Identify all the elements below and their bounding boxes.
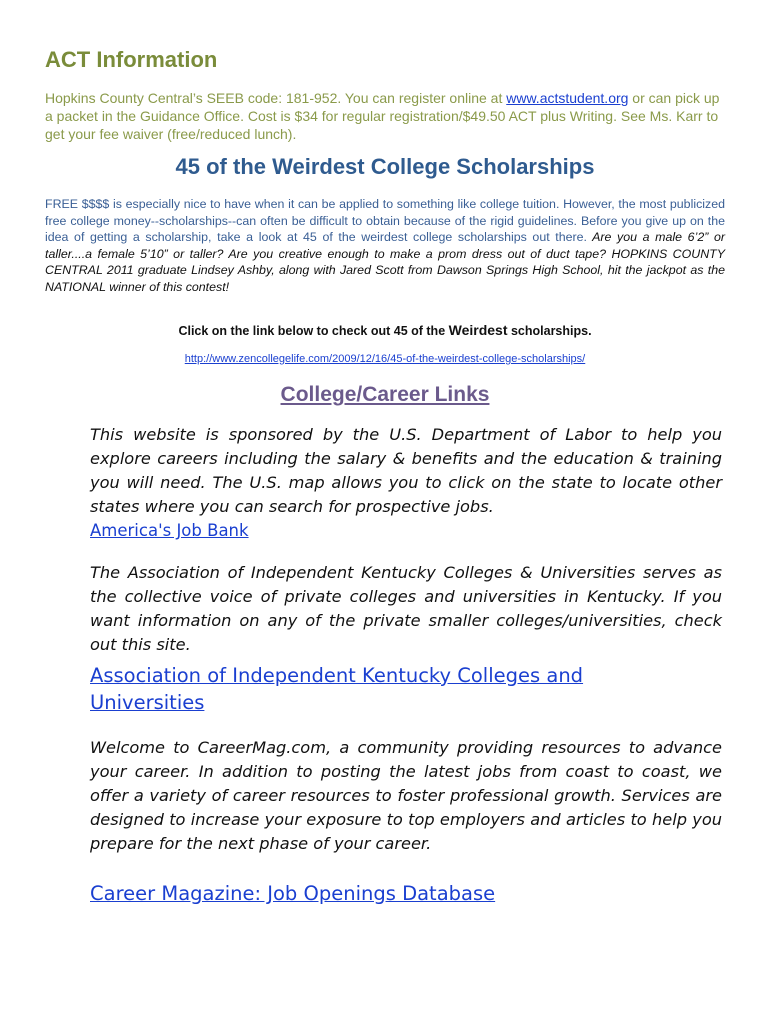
click-text-weirdest: Weirdest	[448, 322, 508, 338]
aikcu-link[interactable]: Association of Independent Kentucky Colleges and Universities	[90, 664, 584, 714]
weirdest-text-italic: Are you a male 6’2” or taller....a female 5’10” or taller? Are you creative enough to make a prom dress out of duct tape? HOPKINS COUNTY CENTRAL 2011 graduate Lindsey Ashby, along with Jared Scott from Dawson Springs High School, hit the jackpot as the NATIONAL winner of this contest!	[45, 230, 725, 294]
careermag-description: Welcome to CareerMag.com, a community providing resources to advance your career. In addition to posting the latest jobs from coast to coast, we offer a variety of career resources to foster professional growth. Services are designed to increase your exposure to top employers and articles to help you prepare for the next phase of your career.	[90, 738, 722, 853]
weirdest-text-plain: FREE $$$$ is especially nice to have when it can be applied to something like college tuition. However, the most publicized free college money--scholarships--can often be difficult to obtain because of the rigid guidelines. Before you give up on the idea of getting a scholarship, take a look at 45 of the weirdest college scholarships out there.	[45, 197, 725, 244]
aikcu-description: The Association of Independent Kentucky Colleges & Universities serves as the collective voice of private colleges and universities in Kentucky. If you want information on any of the private smaller colleges/universities, check out this site.	[90, 563, 722, 654]
click-text-pre: Click on the link below to check out 45 of the	[178, 324, 449, 338]
click-instruction	[45, 322, 725, 338]
career-magazine-link[interactable]: Career Magazine: Job Openings Database	[90, 882, 496, 905]
job-bank-description: This website is sponsored by the U.S. Department of Labor to help you explore careers including the salary & benefits and the education & training you will need. The U.S. map allows you to click on the state to locate other states where you can search for prospective jobs.	[90, 425, 722, 516]
weirdest-scholarships-text	[45, 196, 725, 295]
college-career-links-heading: College/Career Links	[280, 383, 490, 406]
act-text-part2: or can pick up a packet in the Guidance Office. Cost is $34 for regular registration/$49.50 ACT plus Writing. See Ms. Karr to get your fee waiver (free/reduced lunch).	[45, 90, 720, 142]
americas-job-bank-link[interactable]: America's Job Bank	[90, 521, 249, 540]
act-information-text	[45, 89, 729, 143]
weirdest-scholarships-link[interactable]: http://www.zencollegelife.com/2009/12/16/45-of-the-weirdest-college-scholarships/	[184, 353, 586, 365]
actstudent-link[interactable]: www.actstudent.org	[506, 90, 629, 106]
act-information-heading: ACT Information	[45, 47, 218, 72]
click-text-post: scholarships.	[507, 324, 592, 338]
weirdest-scholarships-heading: 45 of the Weirdest College Scholarships	[175, 154, 595, 179]
act-text-part1: Hopkins County Central’s SEEB code: 181-952. You can register online at	[45, 90, 507, 106]
